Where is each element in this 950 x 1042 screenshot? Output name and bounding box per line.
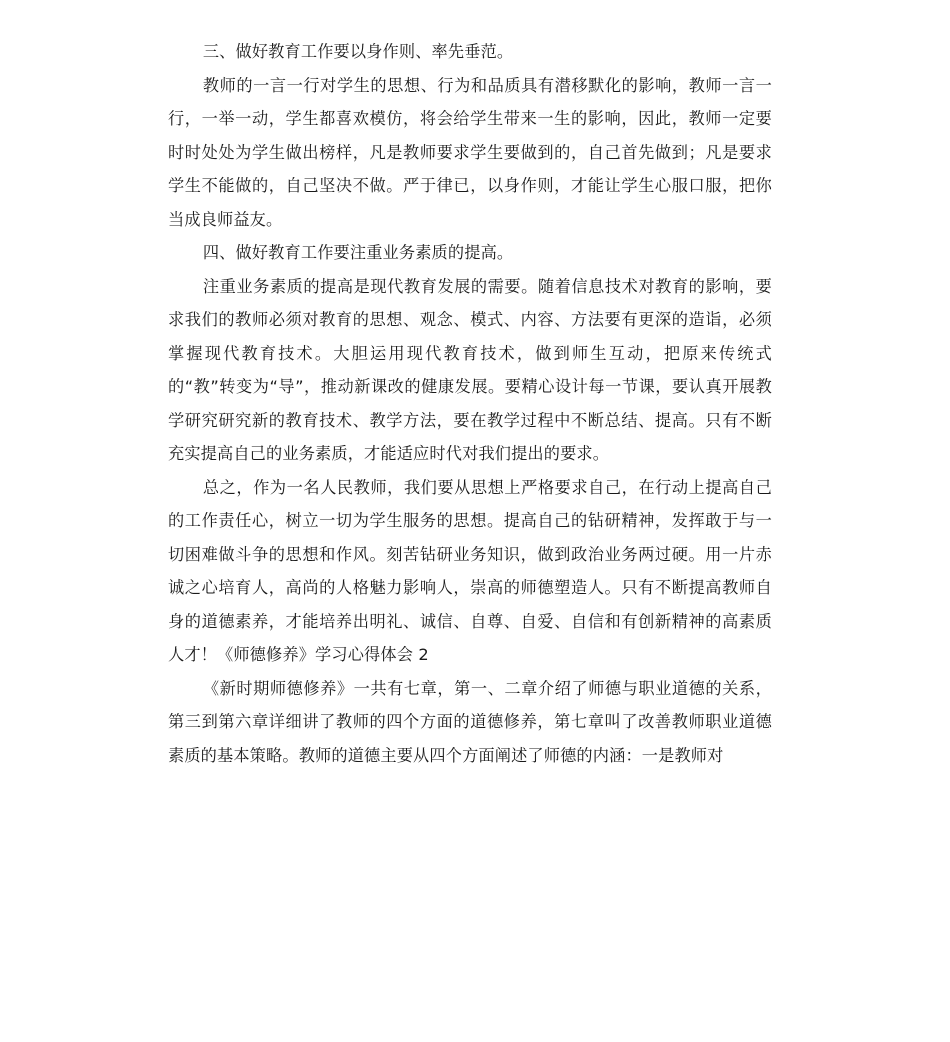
section-heading-4: 四、做好教育工作要注重业务素质的提高。 — [202, 243, 514, 262]
paragraph-book-intro: 《新时期师德修养》一共有七章，第一、二章介绍了师德与职业道德的关系，第三到第六章详细讲了教师的四个方面的道德修养，第七章叫了改善教师职业道德素质的基本策略。教师的道德主要从四个方面阐述了师德的内涵：一是教师对 — [168, 678, 772, 765]
paragraph-professional-quality: 注重业务素质的提高是现代教育发展的需要。随着信息技术对教育的影响，要求我们的教师必须对教育的思想、观念、模式、内容、方法要有更深的造诣，必须掌握现代教育技术。大胆运用现代教育技术，做到师生互动，把原来传统式的“教”转变为“导”，推动新课改的健康发展。要精心设计每一节课，要认真开展教学研究研究新的教育技术、教学方法，要在教学过程中不断总结、提高。只有不断充实提高自己的业务素质，才能适应时代对我们提出的要求。 — [168, 276, 772, 463]
document-body — [168, 35, 772, 772]
section-heading-3: 三、做好教育工作要以身作则、率先垂范。 — [202, 42, 514, 61]
paragraph-role-model: 教师的一言一行对学生的思想、行为和品质具有潜移默化的影响，教师一言一行，一举一动，学生都喜欢模仿，将会给学生带来一生的影响，因此，教师一定要时时处处为学生做出榜样，凡是教师要求学生要做到的，自己首先做到；凡是要求学生不能做的，自己坚决不做。严于律已，以身作则，才能让学生心服口服，把你当成良师益友。 — [168, 75, 772, 229]
paragraph-conclusion: 总之，作为一名人民教师，我们要从思想上严格要求自己，在行动上提高自己的工作责任心，树立一切为学生服务的思想。提高自己的钻研精神，发挥敢于与一切困难做斗争的思想和作风。刻苦钻研业务知识，做到政治业务两过硬。用一片赤诚之心培育人，高尚的人格魅力影响人，崇高的师德塑造人。只有不断提高教师自身的道德素养，才能培养出明礼、诚信、自尊、自爱、自信和有创新精神的高素质人才！《师德修养》学习心得体会 2 — [168, 477, 772, 664]
